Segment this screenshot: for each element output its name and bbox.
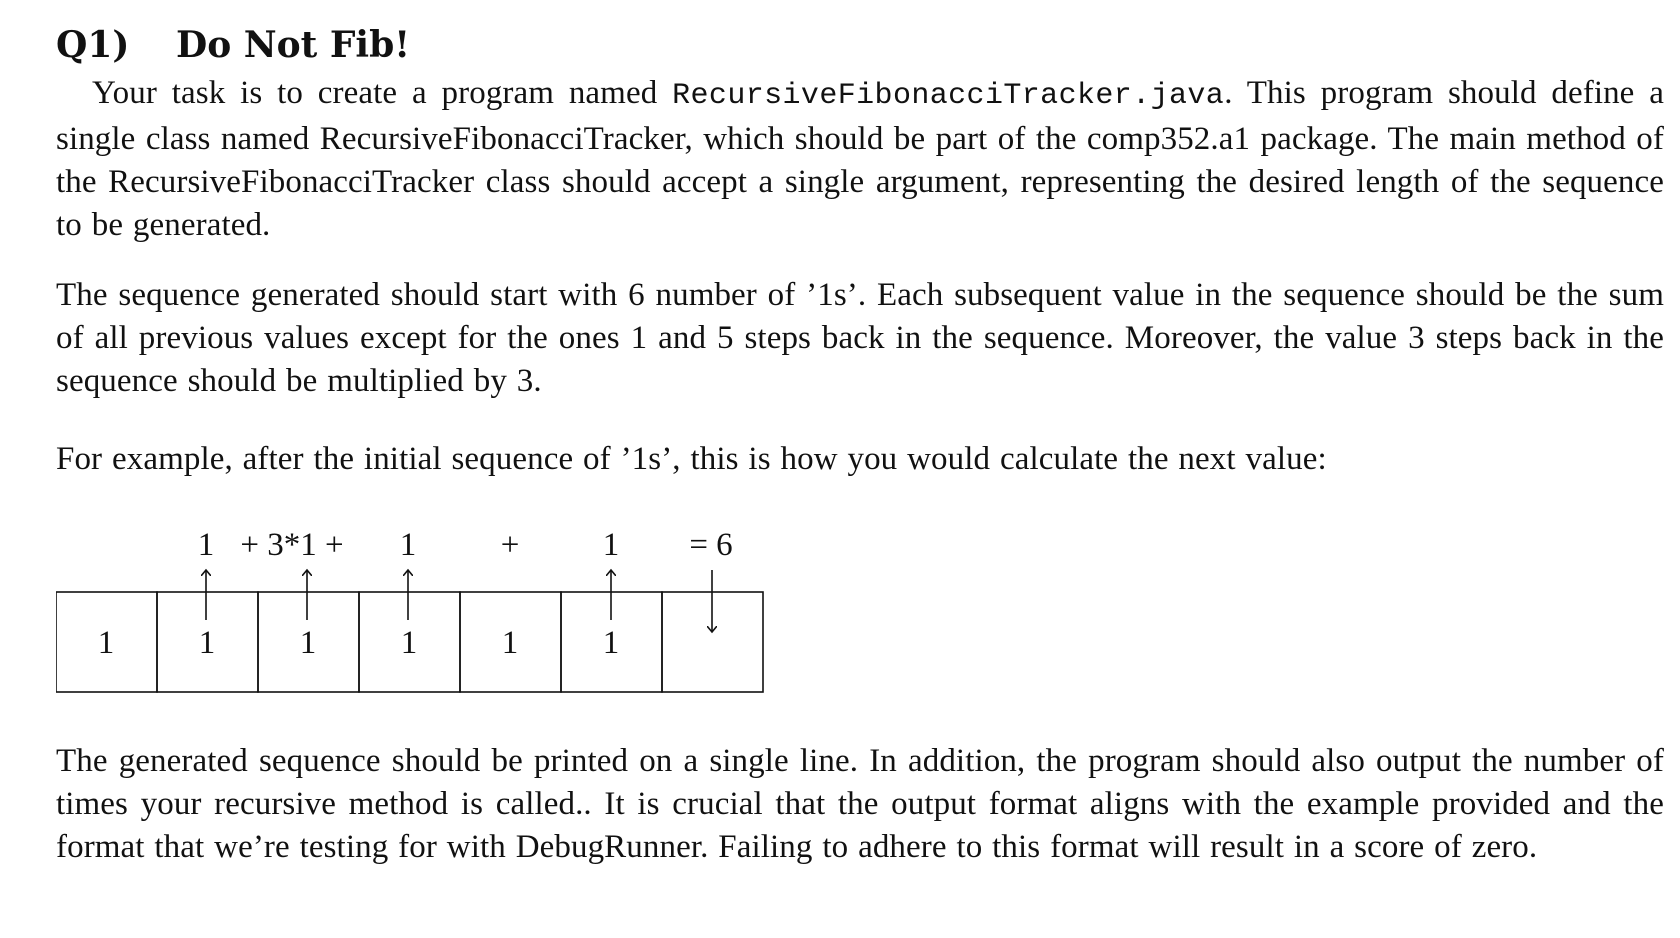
sequence-rules-paragraph: The sequence generated should start with 6 number of ’1s’. Each subsequent value in the sequence should be the sum of all previous values except for the ones 1 and 5 steps back in the sequence. Moreover, the value 3 steps back in the sequence should be multiplied by 3. xyxy=(56,277,1664,399)
example-intro-paragraph: For example, after the initial sequence of ’1s’, this is how you would calculate the next value: xyxy=(56,441,1327,477)
output-format-paragraph: The generated sequence should be printed on a single line. In addition, the program should also output the number of times your recursive method is called.. It is crucial that the output format aligns with the example provided and the format that we’re testing for with DebugRunner. Failing to adhere to this format will result in a score of zero. xyxy=(56,743,1664,865)
cell-value-5: 1 xyxy=(501,625,519,661)
intro-text-start: Your task is to create a program named xyxy=(92,75,673,111)
document-page xyxy=(56,18,1664,477)
question-heading xyxy=(56,18,1664,72)
cell-value-6: 1 xyxy=(602,625,620,661)
cell-value-4: 1 xyxy=(400,625,418,661)
intro-text-end: . This program should define a single class named RecursiveFibonacciTracker, which should be part of the comp352.a1 package. The main method of the RecursiveFibonacciTracker class should accept a single argument, representing the desired length of the sequence to be generated. xyxy=(56,75,1664,243)
formula-term-3: 1 xyxy=(399,527,417,563)
cell-value-1: 1 xyxy=(97,625,115,661)
formula-term-1: 1 xyxy=(197,527,215,563)
sequence-diagram-svg xyxy=(56,520,776,700)
formula-term-6: = 6 xyxy=(689,527,733,563)
cell-value-3: 1 xyxy=(299,625,317,661)
output-format-section xyxy=(56,740,1664,869)
filename-code: RecursiveFibonacciTracker.java xyxy=(672,79,1225,113)
formula-term-4: + xyxy=(500,527,520,563)
sequence-diagram xyxy=(56,520,776,700)
question-title: Do Not Fib! xyxy=(176,24,411,66)
formula-term-5: 1 xyxy=(602,527,620,563)
intro-paragraph xyxy=(56,72,1664,247)
formula-term-2: + 3*1 + xyxy=(240,527,344,563)
question-number: Q1) xyxy=(56,24,130,66)
cell-value-2: 1 xyxy=(198,625,216,661)
